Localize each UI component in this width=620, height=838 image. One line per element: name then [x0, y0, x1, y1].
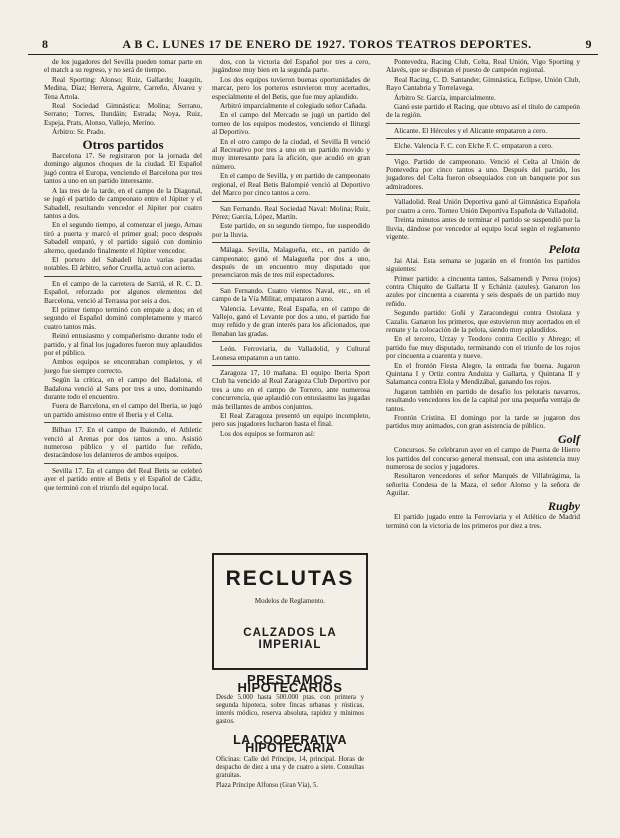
paragraph: Valencia. Levante, Real España, en el campo de Vallejo, ganó el Levante por dos a uno, el partido fue muy reñido y de gran interés para los aficionados, que llenaban las gradas. [212, 304, 370, 338]
advertisement-reclutas [212, 553, 368, 670]
paragraph: Alicante. El Hércules y el Alicante empataron a cero. [394, 126, 547, 135]
divider [386, 194, 580, 195]
ad-text: Oficinas: Calle del Príncipe, 14, principal. Horas de despacho de diez a una y de cuatro a siete. Consultas gratuitas. [216, 756, 364, 779]
ad-title: PRESTAMOS HIPOTECARIOS [237, 672, 343, 695]
section-heading: Pelota [548, 242, 580, 257]
column-1 [44, 58, 202, 493]
paragraph: San Fernando. Cuatro vientos Naval, etc., en el campo de la Vía Militar, empataron a uno. [212, 286, 370, 304]
page-title: A B C. LUNES 17 DE ENERO DE 1927. TOROS TEATROS DEPORTES. [122, 37, 532, 51]
ad-brand: CALZADOS LA IMPERIAL [243, 627, 337, 651]
paragraph: En el campo de Sevilla, y en partido de campeonato regional, el Real Betis Balompié venció al Deportivo del Marco por cinco tantos a cero. [212, 172, 370, 198]
paragraph: Jugaron también en partido de desafío los pelotaris navarros, resultando vencedores los de la capital por una pequeña ventaja de tantos. [386, 387, 580, 413]
paragraph: San Fernando. Real Sociedad Naval: Molina; Ruiz, Pérez; García, López, Martín. [212, 204, 370, 221]
divider [386, 123, 580, 124]
paragraph: Frontón Cristina. El domingo por la tarde se jugaron dos partidos muy animados, con gran asistencia de público. [386, 414, 580, 431]
divider [44, 276, 202, 277]
paragraph: El Real Zaragoza presentó un equipo incompleto, pero sus jugadores lucharon hasta el final. [212, 412, 370, 429]
ad-title: RECLUTAS [225, 567, 355, 590]
paragraph: Ganó este partido el Racing, que obtuvo así el título de campeón de la región. [386, 103, 580, 120]
paragraph: Sevilla 17. En el campo del Real Betis se celebró ayer el partido entre el Betis y el Español de Cádiz, que terminó con el triunfo del equipo local. [44, 466, 202, 492]
page-number-left: 8 [42, 37, 49, 51]
paragraph: Árbitro Sr. García, imparcialmente. [394, 93, 496, 102]
divider [44, 463, 202, 464]
section-heading: Golf [558, 431, 580, 446]
column-2 [212, 58, 370, 439]
page-header [28, 36, 598, 55]
paragraph: El primer tiempo terminó con empate a dos; en el segundo el Español dominó completamente y marcó cuatro tantos más. [44, 305, 202, 331]
divider [212, 341, 370, 342]
divider [212, 242, 370, 243]
paragraph: En el campo de la carretera de Sarriá, el R. C. D. Español, reforzado por algunos elementos del Barcelona, venció al Terrassa por seis a dos. [44, 279, 202, 305]
paragraph: Jai Alai. Esta semana se jugarán en el frontón los partidos siguientes: [386, 256, 580, 274]
paragraph: Primer partido: a cincuenta tantos, Salsamendi y Perea (rojos) contra Chiquito de Gallarta II y Echániz (azules). Ganaron los azules por cincuenta a cuarenta y seis después de un partido muy reñido. [386, 274, 580, 308]
paragraph: Este partido, en su segundo tiempo, fue suspendido por la lluvia. [212, 222, 370, 239]
page-number-right: 9 [585, 37, 592, 51]
paragraph: Los dos equipos se formaron así: [220, 429, 315, 438]
paragraph: Concursos. Se celebraron ayer en el campo de Puerta de Hierro los partidos del concurso general mensual, con una asistencia muy numerosa de socios y jugadores. [386, 446, 580, 472]
paragraph: Bilbao 17. En el campo de Ibaiondo, el Athletic venció al Arenas por dos tantos a uno. Asistió numeroso público y el partido fue reñido, destacándose los delanteros de ambos equipos. [44, 426, 202, 460]
paragraph: Real Sociedad Gimnástica: Molina; Serrano, Serrano; Torres, Ilundáin; Estrada; Noya, Ruiz, Espeja, Prats, Alonso, Vallejo, Merino. [44, 102, 202, 127]
divider [386, 138, 580, 139]
divider [386, 154, 580, 155]
paragraph: de los jugadores del Sevilla pueden tomar parte en el match a su regreso, y no será de tiempo. [44, 58, 202, 75]
paragraph: Según la crítica, en el campo del Badalona, el Badalona venció al Sans por tres a uno, dominando durante todo el encuentro. [44, 376, 202, 402]
paragraph: Valladolid. Real Unión Deportiva ganó al Gimnástica Española por cuatro a cero. Torneo Unión Deportiva Española de Valladolid. [386, 198, 580, 215]
paragraph: Pontevedra, Racing Club, Celta, Real Unión, Vigo Sporting y Alavés, que se disputan el puesto de campeón regional. [386, 58, 580, 75]
paragraph: El partido jugado entre la Ferroviaria y el Atlético de Madrid terminó con la victoria de los primeros por diez a tres. [386, 513, 580, 530]
section-heading: Rugby [547, 498, 580, 513]
ad-brand: LA COOPERATIVA HIPOTECARIA [233, 733, 347, 755]
paragraph: Los dos equipos tuvieron buenas oportunidades de marcar, pero los porteros estuvieron muy acertados, especialmente el del Betis, que fue muy aplaudido. [212, 75, 370, 101]
ad-text: Desde 5.000 hasta 500.000 ptas. con primera y segunda hipoteca, sobre fincas urbanas y rústicas, interés módico, reserva absoluta, rapidez y mínimos gastos. [216, 694, 364, 725]
paragraph: Vigo. Partido de campeonato. Venció el Celta al Unión de Pontevedra por cinco tantos a uno. Después del partido, los jugadores del Celta fueron obsequiados con un banquete por sus admiradores. [386, 157, 580, 191]
paragraph: Málaga. Sevilla, Malagueña, etc., en partido de campeonato; ganó el Malagueña por dos a uno, después de un encuentro muy disputado que presenciaron más de tres mil espectadores. [212, 246, 370, 280]
divider [212, 365, 370, 366]
paragraph: Real Sporting: Alonso; Ruiz, Gallardo; Joaquín, Medina, Díaz; Herrera, Aguirre, Carreño, Álvarez y Tena Artola. [44, 75, 202, 101]
paragraph: Barcelona 17. Se registraron por la jornada del domingo algunos choques de la ciudad. El Español jugó contra el Europa, venciendo el Barcelona por tres tantos a uno en un partido interesante. [44, 152, 202, 186]
ad-subtitle: Modelos de Reglamento. [254, 597, 326, 605]
paragraph: En el otro campo de la ciudad, el Sevilla B venció al Recreativo por tres a uno en un partido movido y muy interesante para la afición, que acudió en gran número. [212, 137, 370, 171]
paragraph: Real Racing, C. D. Santander, Gimnástica, Eclipse, Unión Club, Rayo Cantabria y Torrelavega. [386, 75, 580, 93]
paragraph: Arbitró imparcialmente el colegiado señor Cañada. [220, 102, 367, 111]
paragraph: Reinó entusiasmo y compañerismo durante todo el partido, y al final los jugadores fueron muy aplaudidos por el público. [44, 332, 202, 357]
paragraph: Segundo partido: Goñi y Zaracondegui contra Ostolaza y Cazalis. Ganaron los primeros, que estuvieron muy acertados en el remate y la colocación de la pelota, siendo muy aplaudidos. [386, 309, 580, 334]
paragraph: En el tercero, Urzay y Teodoro contra Cecilio y Abrego; el partido fue muy disputado, terminando con el triunfo de los rojos por cincuenta a cuarenta y nueve. [386, 335, 580, 361]
divider [44, 422, 202, 423]
column-3 [386, 58, 580, 531]
paragraph: Treinta minutos antes de terminar el partido se suspendió por la lluvia, dándose por vencedor al equipo local según el reglamento vigente. [386, 216, 580, 241]
paragraph: En el segundo tiempo, al comenzar el juego, Arnau tiró a puerta y marcó el primer goal; poco después Sabadell empató, y el partido siguió con dominio alterno, quedando finalmente el Júpiter vencedor. [44, 221, 202, 255]
divider [212, 201, 370, 202]
paragraph: León. Ferroviaria, de Valladolid, y Cultural Leonesa empataron a un tanto. [212, 345, 370, 362]
paragraph: El portero del Sabadell hizo varias paradas notables. El árbitro, señor Cruella, actuó con acierto. [44, 255, 202, 273]
paragraph: Elche. Valencia F. C. con Elche F. C. empataron a cero. [394, 142, 553, 151]
divider [212, 283, 370, 284]
paragraph: Zaragoza 17, 10 mañana. El equipo Iberia Sport Club ha vencido al Real Zaragoza Club Deportivo por tres a uno en el campo de Torrero, ante numerosa concurrencia, que aplaudió con entusiasmo las jugadas más brillantes de ambos conjuntos. [212, 369, 370, 411]
paragraph: En el campo del Mercado se jugó un partido del torneo de los equipos modestos, venciendo el Iliturgi al Deportivo. [212, 111, 370, 137]
paragraph: A las tres de la tarde, en el campo de la Diagonal, se jugó el partido de campeonato entre el Júpiter y el Sabadell, resultando vencedor el Júpiter por cuatro tantos a dos. [44, 186, 202, 220]
paragraph: dos, con la victoria del Español por tres a cero, jugándose muy bien en la segunda parte. [212, 58, 370, 75]
paragraph: En el frontón Fiesta Alegre, la entrada fue buena. Jugaron Quintana I y Ortiz contra Anduiza y Gallarta, y Quintana II y Salamanca contra Elola y Mendizábal, ganando los rojos. [386, 361, 580, 387]
paragraph: Fuera de Barcelona, en el campo del Iberia, se jugó un partido amistoso entre el Iberia y el Celta. [44, 402, 202, 419]
paragraph: Resultaron vencedores el señor Marqués de Villabrágima, la señorita Condesa de la Maza, el señor Alonso y la señora de Aguilar. [386, 472, 580, 498]
section-heading: Otros partidos [82, 136, 164, 152]
ad-address: Plaza Príncipe Alfonso (Gran Vía), 5. [216, 782, 318, 789]
advertisement-prestamos [212, 672, 368, 834]
paragraph: Ambos equipos se encontraban completos, y el juego fue siempre correcto. [44, 358, 202, 375]
paragraph: Árbitro: Sr. Prado. [52, 128, 106, 137]
